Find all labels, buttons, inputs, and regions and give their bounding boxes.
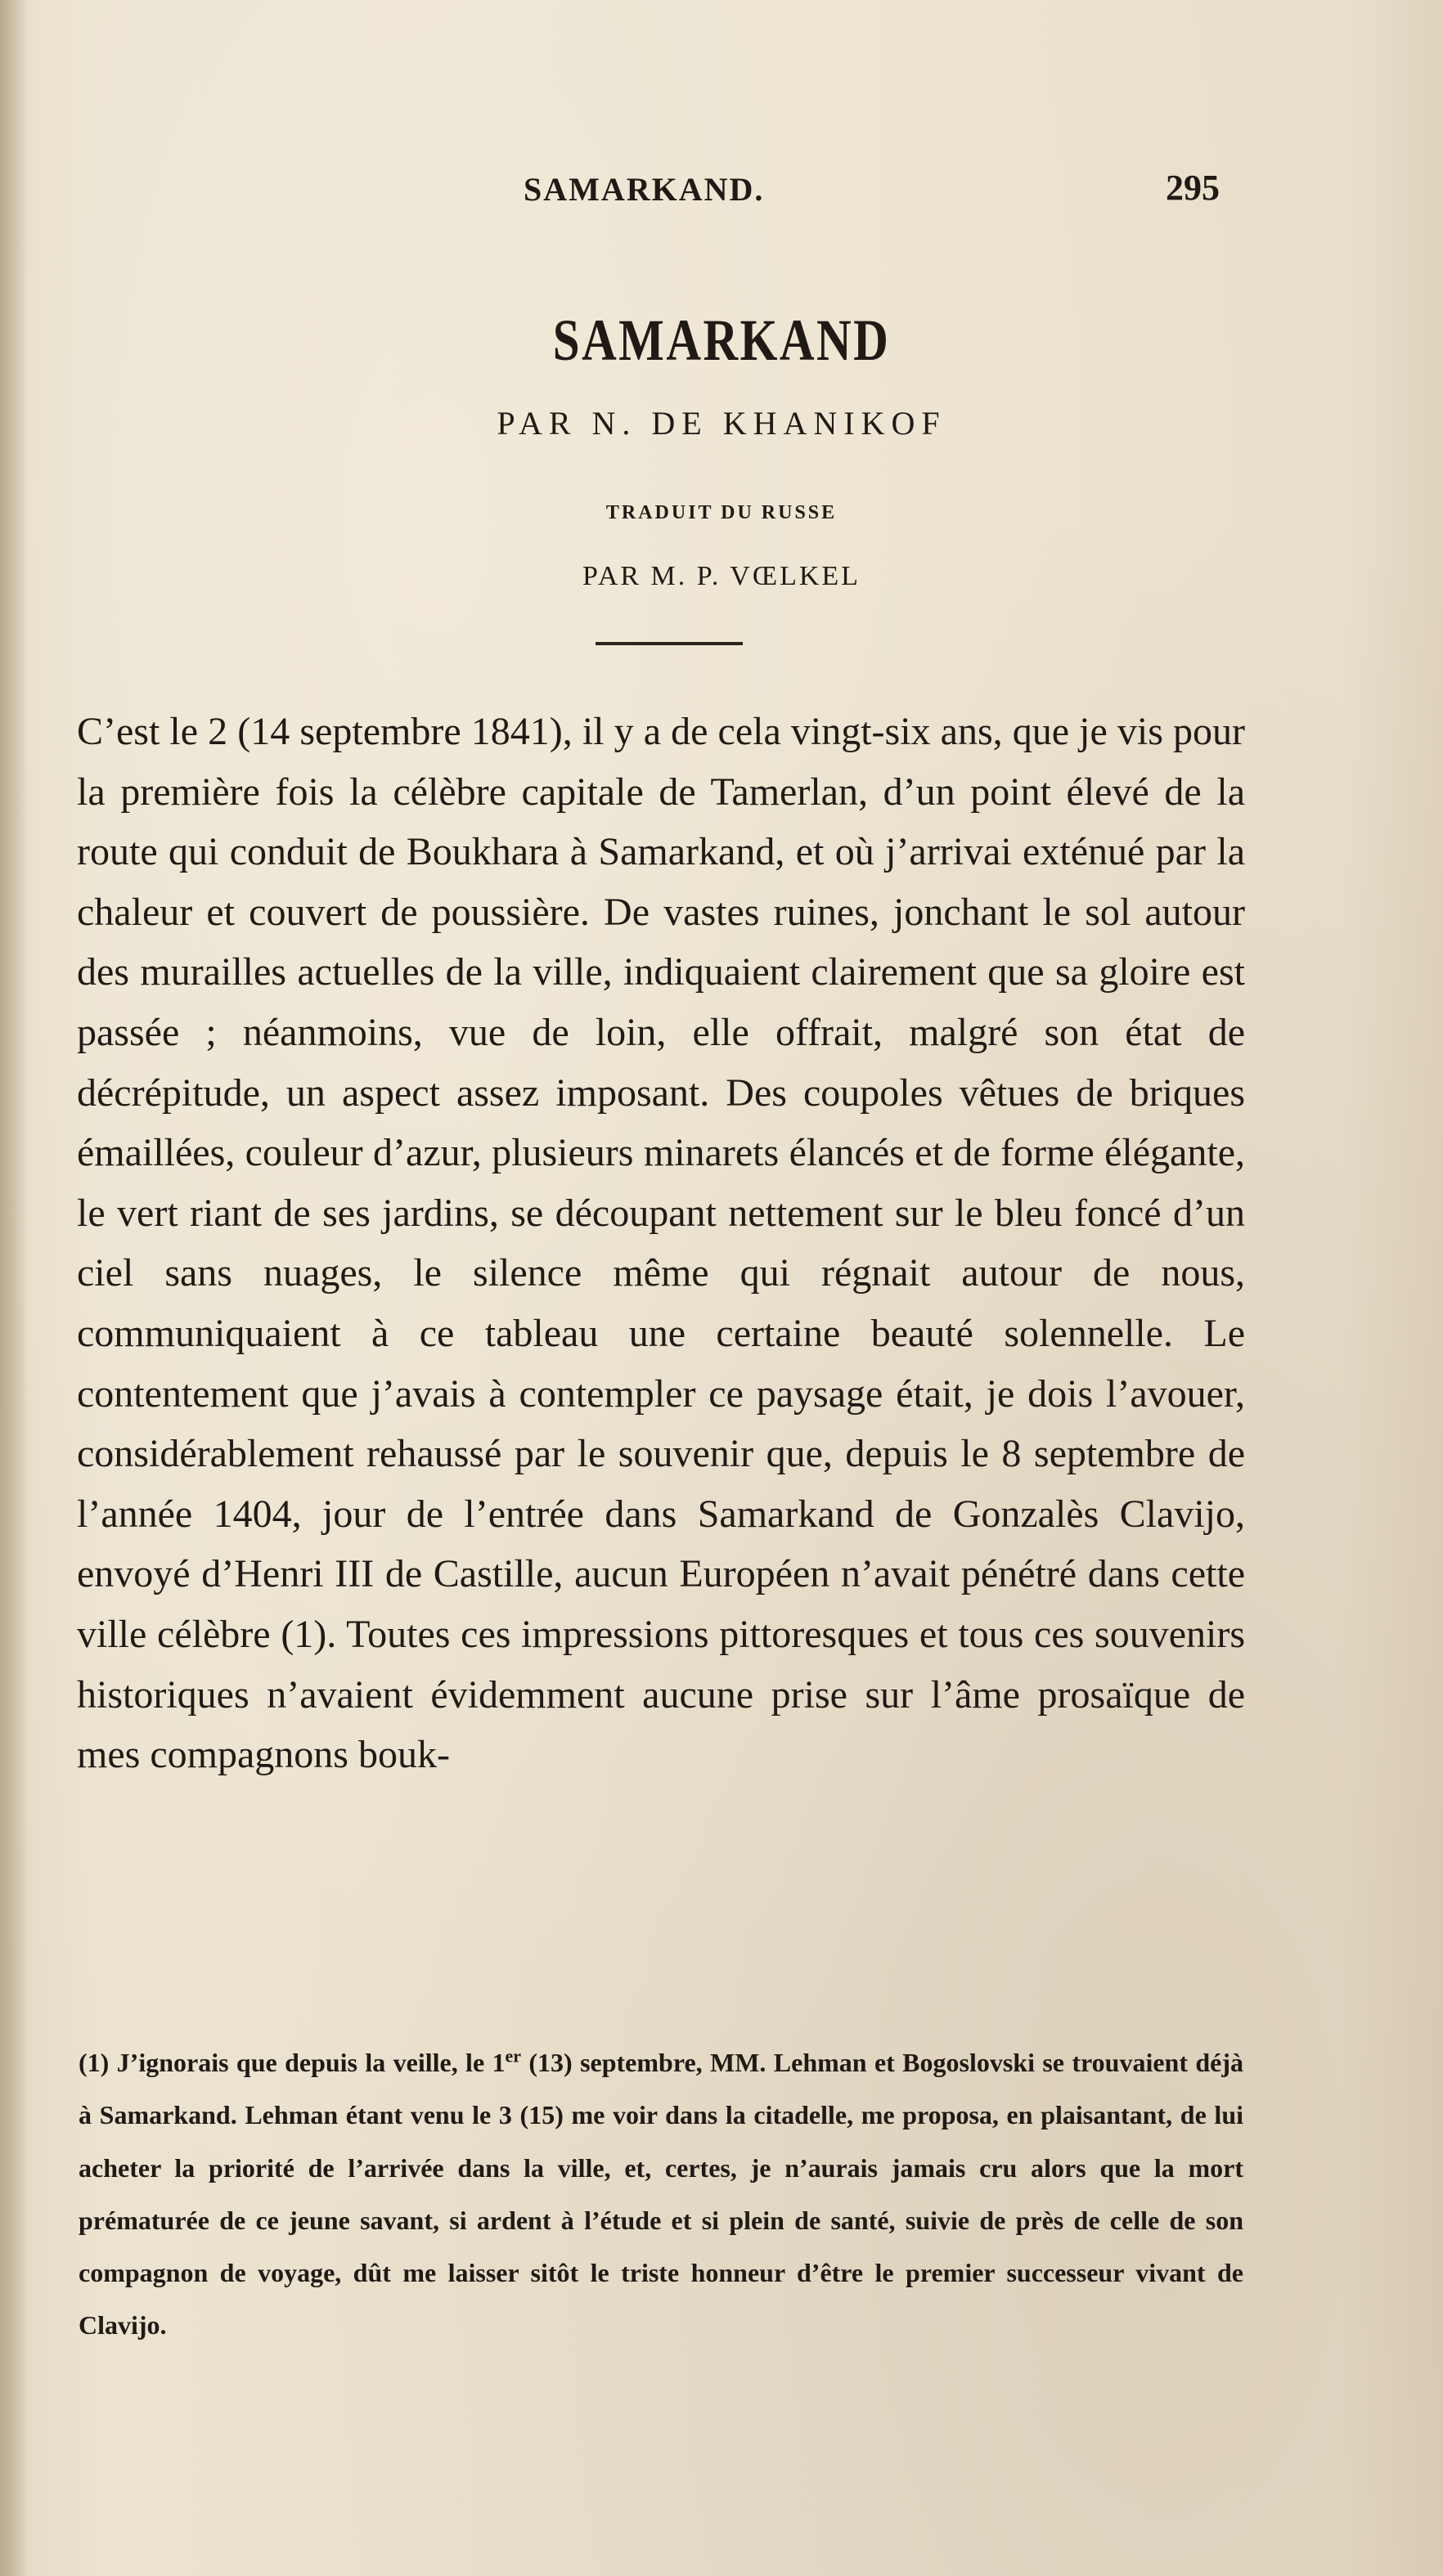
- main-paragraph: [77, 702, 1245, 1785]
- footnote-marker: (1): [79, 2048, 110, 2077]
- article-title: SAMARKAND: [552, 307, 891, 373]
- title-divider-rule: [596, 642, 743, 645]
- article-author: PAR N. DE KHANIKOF: [497, 405, 946, 442]
- running-head: SAMARKAND.: [524, 171, 765, 208]
- binding-gutter-shadow: [0, 0, 28, 2576]
- paragraph-text-part-2: . Toutes ces impressions pittoresques et tous ces souvenirs historiques n’avaient évidemment aucune prise sur l’âme prosaïque de mes compagnons bouk-: [77, 1612, 1246, 1777]
- footnote: [79, 2036, 1243, 2352]
- paragraph-text-part-1: C’est le 2 (14 septembre 1841), il y a de cela vingt-six ans, que je vis pour la première fois la célèbre capitale de Tamerlan, d’un point élevé de la route qui conduit de Boukhara à Samarkand, et où j’arrivai exténué par la chaleur et couvert de poussière. De vastes ruines, jonchant le sol autour des murailles actuelles de la ville, indiquaient clairement que sa gloire est passée ; néanmoins, vue de loin, elle offrait, malgré son état de décrépitude, un aspect assez imposant. Des coupoles vêtues de briques émaillées, couleur d’azur, plusieurs minarets élancés et de forme élégante, le vert riant de ses jardins, se découpant nettement sur le bleu foncé d’un ciel sans nuages, le silence même qui régnait autour de nous, communiquaient à ce tableau une certaine beauté solennelle. Le contentement que j’avais à contempler ce paysage était, je dois l’avouer, considérablement rehaussé par le souvenir que, depuis le 8 septembre de l’année 1404, jour de l’entrée dans Samarkand de Gonzalès Clavijo, envoyé d’Henri III de Castille, aucun Européen n’avait pénétré dans cette ville célèbre: [77, 710, 1245, 1656]
- footnote-reference: (1): [281, 1612, 327, 1656]
- footnote-text-part-2: (13) septembre, MM. Lehman et Bogoslovski se trouvaient déjà à Samarkand. Lehman étant venu le 3 (15) me voir dans la citadelle, me proposa, en plaisantant, de lui acheter la priorité de l’arrivée dans la ville, et, certes, je n’aurais jamais cru alors que la mort prématurée de ce jeune savant, si ardent à l’étude et si plein de santé, suivie de près de celle de son compagnon de voyage, dût me laisser sitôt le triste honneur d’être le premier successeur vivant de Clavijo.: [79, 2048, 1244, 2340]
- translation-note: TRADUIT DU RUSSE: [605, 502, 838, 523]
- footnote-text-part-1: J’ignorais que depuis la veille, le 1: [109, 2048, 506, 2077]
- page-number: 295: [1166, 168, 1220, 208]
- translator-credit: PAR M. P. VŒLKEL: [582, 561, 861, 591]
- footnote-superscript: er: [505, 2045, 522, 2067]
